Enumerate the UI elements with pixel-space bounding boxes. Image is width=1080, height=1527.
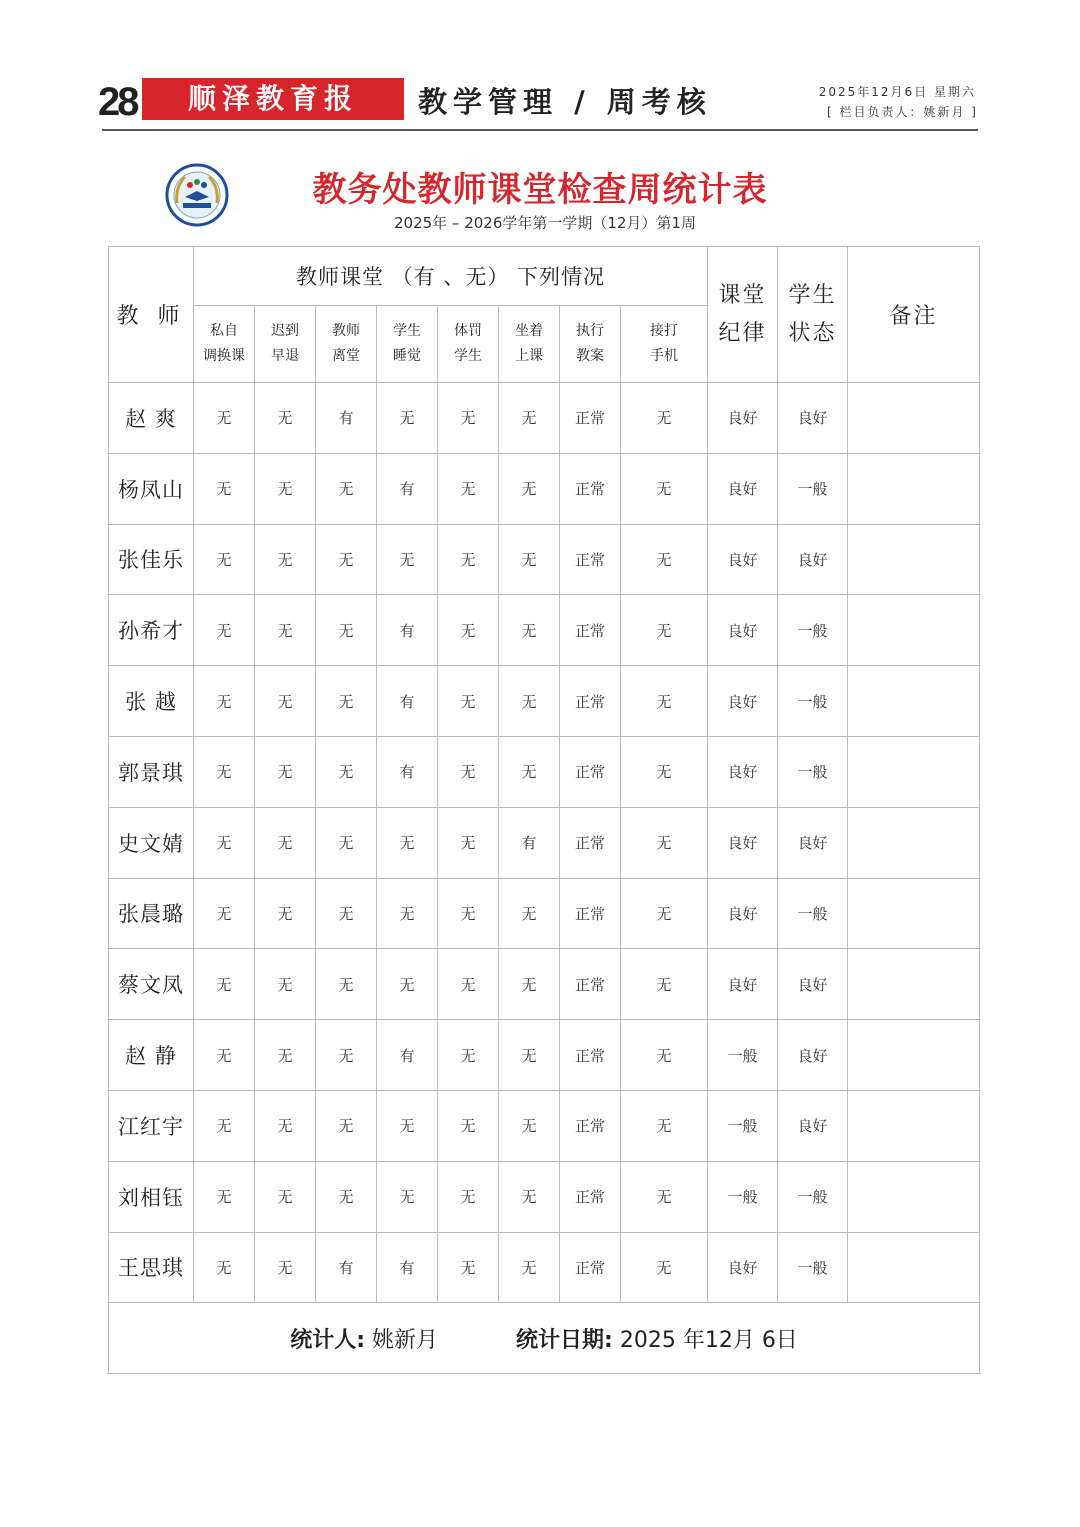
- value-cell: 一般: [778, 878, 848, 949]
- value-cell: 有: [377, 595, 438, 666]
- newspaper-brand: 顺泽教育报: [142, 78, 404, 120]
- value-cell: 无: [499, 524, 560, 595]
- teacher-name: 蔡文凤: [109, 949, 194, 1020]
- value-cell: 良好: [708, 1232, 778, 1303]
- value-cell: 有: [377, 1020, 438, 1091]
- teacher-name: 张佳乐: [109, 524, 194, 595]
- remark-cell: [848, 1090, 980, 1161]
- value-cell: 无: [621, 1020, 708, 1091]
- value-cell: 无: [499, 595, 560, 666]
- value-cell: 正常: [560, 736, 621, 807]
- value-cell: 无: [377, 878, 438, 949]
- table-row: [109, 807, 980, 878]
- value-cell: 无: [621, 666, 708, 737]
- value-cell: 无: [499, 878, 560, 949]
- value-cell: 无: [621, 383, 708, 454]
- value-cell: 有: [377, 1232, 438, 1303]
- remark-cell: [848, 807, 980, 878]
- value-cell: 无: [621, 1090, 708, 1161]
- teacher-name: 赵 爽: [109, 383, 194, 454]
- value-cell: 正常: [560, 666, 621, 737]
- teacher-name: 张 越: [109, 666, 194, 737]
- value-cell: 良好: [708, 524, 778, 595]
- value-cell: 无: [438, 524, 499, 595]
- subheader-2: 迟到 早退: [255, 306, 316, 383]
- value-cell: 无: [499, 1161, 560, 1232]
- stat-date-label: 统计日期:: [516, 1327, 613, 1353]
- value-cell: 无: [194, 524, 255, 595]
- issue-date: 2025年12月6日 星期六: [818, 85, 976, 99]
- value-cell: 无: [499, 736, 560, 807]
- value-cell: 无: [194, 1161, 255, 1232]
- value-cell: 良好: [708, 383, 778, 454]
- inspection-table: [108, 246, 980, 1374]
- value-cell: 无: [194, 1020, 255, 1091]
- value-cell: 无: [194, 736, 255, 807]
- table-row: [109, 453, 980, 524]
- value-cell: 无: [255, 736, 316, 807]
- value-cell: 无: [255, 453, 316, 524]
- table-footer: [109, 1303, 980, 1374]
- value-cell: 无: [499, 453, 560, 524]
- table-row: [109, 1090, 980, 1161]
- value-cell: 无: [194, 878, 255, 949]
- value-cell: 正常: [560, 807, 621, 878]
- value-cell: 良好: [708, 736, 778, 807]
- value-cell: 无: [255, 1090, 316, 1161]
- teacher-name: 王思琪: [109, 1232, 194, 1303]
- value-cell: 无: [438, 736, 499, 807]
- section-title: 教学管理 / 周考核: [418, 85, 712, 119]
- value-cell: 一般: [708, 1161, 778, 1232]
- remark-cell: [848, 1020, 980, 1091]
- value-cell: 无: [255, 383, 316, 454]
- remark-cell: [848, 949, 980, 1020]
- teacher-name: 史文婧: [109, 807, 194, 878]
- subheader-8: 接打 手机: [621, 306, 708, 383]
- masthead: [98, 78, 978, 132]
- value-cell: 无: [316, 1020, 377, 1091]
- remark-cell: [848, 1232, 980, 1303]
- value-cell: 无: [438, 1161, 499, 1232]
- header-student-status: 学生 状态: [778, 247, 848, 383]
- value-cell: 无: [255, 595, 316, 666]
- value-cell: 无: [377, 1090, 438, 1161]
- value-cell: 无: [621, 878, 708, 949]
- table-row: [109, 595, 980, 666]
- remark-cell: [848, 595, 980, 666]
- header-classroom-discipline: 课堂 纪律: [708, 247, 778, 383]
- teacher-name: 郭景琪: [109, 736, 194, 807]
- value-cell: 无: [499, 1232, 560, 1303]
- value-cell: 无: [621, 736, 708, 807]
- value-cell: 无: [255, 949, 316, 1020]
- remark-cell: [848, 736, 980, 807]
- value-cell: 无: [438, 383, 499, 454]
- value-cell: 无: [621, 807, 708, 878]
- value-cell: 良好: [778, 1090, 848, 1161]
- table-row: [109, 1020, 980, 1091]
- value-cell: 无: [621, 453, 708, 524]
- value-cell: 无: [255, 878, 316, 949]
- value-cell: 无: [255, 1232, 316, 1303]
- value-cell: 无: [499, 666, 560, 737]
- table-row: [109, 524, 980, 595]
- value-cell: 无: [377, 1161, 438, 1232]
- remark-cell: [848, 1161, 980, 1232]
- value-cell: 无: [316, 878, 377, 949]
- value-cell: 无: [255, 524, 316, 595]
- subheader-4: 学生 睡觉: [377, 306, 438, 383]
- value-cell: 无: [316, 524, 377, 595]
- value-cell: 无: [499, 383, 560, 454]
- value-cell: 无: [255, 807, 316, 878]
- value-cell: 一般: [778, 595, 848, 666]
- value-cell: 无: [499, 1090, 560, 1161]
- value-cell: 无: [255, 1161, 316, 1232]
- value-cell: 正常: [560, 1090, 621, 1161]
- value-cell: 无: [621, 595, 708, 666]
- header-classroom-situations: 教师课堂 （有 、无） 下列情况: [194, 247, 708, 306]
- remark-cell: [848, 453, 980, 524]
- header-remark: 备注: [848, 247, 980, 383]
- value-cell: 良好: [708, 878, 778, 949]
- value-cell: 无: [438, 949, 499, 1020]
- value-cell: 无: [377, 383, 438, 454]
- value-cell: 无: [316, 1161, 377, 1232]
- header-teacher: 教 师: [109, 247, 194, 383]
- teacher-name: 张晨璐: [109, 878, 194, 949]
- value-cell: 正常: [560, 949, 621, 1020]
- column-editor: [ 栏目负责人：姚新月 ]: [827, 105, 978, 119]
- value-cell: 无: [438, 807, 499, 878]
- value-cell: 一般: [778, 666, 848, 737]
- subheader-1: 私自 调换课: [194, 306, 255, 383]
- teacher-name: 刘相钰: [109, 1161, 194, 1232]
- remark-cell: [848, 524, 980, 595]
- value-cell: 无: [316, 807, 377, 878]
- document-title: 教务处教师课堂检查周统计表: [312, 170, 768, 210]
- value-cell: 无: [316, 595, 377, 666]
- value-cell: 良好: [778, 807, 848, 878]
- value-cell: 有: [499, 807, 560, 878]
- value-cell: 有: [377, 453, 438, 524]
- value-cell: 无: [316, 453, 377, 524]
- value-cell: 良好: [708, 595, 778, 666]
- value-cell: 良好: [708, 949, 778, 1020]
- value-cell: 良好: [708, 807, 778, 878]
- value-cell: 无: [255, 666, 316, 737]
- value-cell: 无: [621, 949, 708, 1020]
- statistician-name: 姚新月: [372, 1327, 439, 1353]
- value-cell: 有: [316, 1232, 377, 1303]
- value-cell: 无: [499, 1020, 560, 1091]
- page-number: 28: [98, 80, 137, 124]
- value-cell: 无: [194, 1090, 255, 1161]
- value-cell: 无: [438, 1020, 499, 1091]
- value-cell: 正常: [560, 383, 621, 454]
- value-cell: 无: [194, 595, 255, 666]
- value-cell: 良好: [778, 949, 848, 1020]
- table-row: [109, 878, 980, 949]
- value-cell: 一般: [778, 453, 848, 524]
- value-cell: 正常: [560, 1232, 621, 1303]
- value-cell: 一般: [708, 1090, 778, 1161]
- value-cell: 良好: [708, 453, 778, 524]
- value-cell: 无: [377, 524, 438, 595]
- value-cell: 无: [194, 949, 255, 1020]
- teacher-name: 江红宇: [109, 1090, 194, 1161]
- table-row: [109, 1232, 980, 1303]
- value-cell: 无: [316, 1090, 377, 1161]
- value-cell: 正常: [560, 878, 621, 949]
- value-cell: 一般: [778, 1232, 848, 1303]
- statistician-label: 统计人:: [290, 1327, 366, 1353]
- value-cell: 无: [377, 949, 438, 1020]
- value-cell: 正常: [560, 595, 621, 666]
- value-cell: 正常: [560, 453, 621, 524]
- value-cell: 无: [438, 1090, 499, 1161]
- value-cell: 一般: [778, 1161, 848, 1232]
- masthead-divider: [102, 129, 978, 131]
- value-cell: 无: [621, 524, 708, 595]
- teacher-name: 杨凤山: [109, 453, 194, 524]
- value-cell: 无: [194, 453, 255, 524]
- subheader-5: 体罚 学生: [438, 306, 499, 383]
- subheader-7: 执行 教案: [560, 306, 621, 383]
- value-cell: 无: [316, 736, 377, 807]
- value-cell: 正常: [560, 1020, 621, 1091]
- value-cell: 无: [438, 453, 499, 524]
- remark-cell: [848, 878, 980, 949]
- stat-date-value: 2025 年12月 6日: [619, 1327, 798, 1353]
- value-cell: 无: [194, 807, 255, 878]
- value-cell: 无: [621, 1161, 708, 1232]
- value-cell: 无: [438, 1232, 499, 1303]
- subheader-3: 教师 离堂: [316, 306, 377, 383]
- value-cell: 无: [194, 383, 255, 454]
- value-cell: 有: [377, 666, 438, 737]
- value-cell: 良好: [778, 1020, 848, 1091]
- teacher-name: 赵 静: [109, 1020, 194, 1091]
- value-cell: 良好: [708, 666, 778, 737]
- value-cell: 无: [377, 807, 438, 878]
- value-cell: 无: [621, 1232, 708, 1303]
- value-cell: 良好: [778, 524, 848, 595]
- value-cell: 良好: [778, 383, 848, 454]
- teacher-name: 孙希才: [109, 595, 194, 666]
- remark-cell: [848, 666, 980, 737]
- table-row: [109, 736, 980, 807]
- value-cell: 无: [255, 1020, 316, 1091]
- table-row: [109, 949, 980, 1020]
- value-cell: 无: [316, 949, 377, 1020]
- value-cell: 无: [499, 949, 560, 1020]
- value-cell: 一般: [708, 1020, 778, 1091]
- value-cell: 无: [438, 878, 499, 949]
- table-row: [109, 1161, 980, 1232]
- remark-cell: [848, 383, 980, 454]
- value-cell: 无: [438, 595, 499, 666]
- value-cell: 无: [194, 666, 255, 737]
- value-cell: 正常: [560, 1161, 621, 1232]
- value-cell: 有: [316, 383, 377, 454]
- value-cell: 一般: [778, 736, 848, 807]
- table-row: [109, 383, 980, 454]
- document-subtitle: 2025年 – 2026学年第一学期（12月）第1周: [393, 214, 696, 232]
- value-cell: 无: [438, 666, 499, 737]
- subheader-6: 坐着 上课: [499, 306, 560, 383]
- value-cell: 无: [194, 1232, 255, 1303]
- value-cell: 正常: [560, 524, 621, 595]
- value-cell: 有: [377, 736, 438, 807]
- value-cell: 无: [316, 666, 377, 737]
- table-row: [109, 666, 980, 737]
